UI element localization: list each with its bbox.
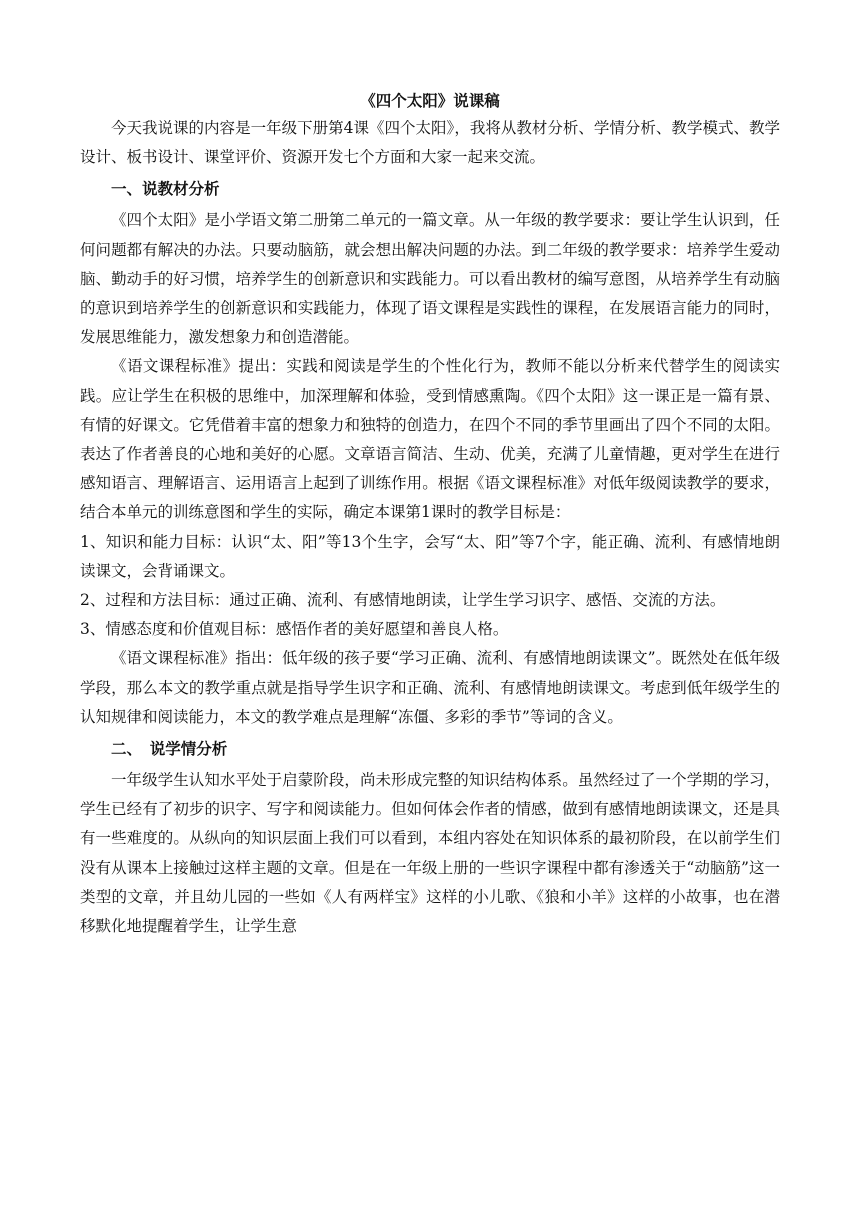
goal-item-3: 3、情感态度和价值观目标：感悟作者的美好愿望和善良人格。 (80, 620, 509, 639)
textbook-analysis-paragraph-2: 《语文课程标准》提出：实践和阅读是学生的个性化行为，教师不能以分析来代替学生的阅读实践。应让学生在积极的思维中，加深理解和体验，受到情感熏陶。《四个太阳》这一课正是一篇有景、有情的好课文。它凭借着丰富的想象力和独特的创造力，在四个不同的季节里画出了四个不同的太阳。表达了作者善良的心地和美好的心愿。文章语言简洁、生动、优美，充满了儿童情趣，更对学生在进行感知语言、理解语言、运用语言上起到了训练作用。根据《语文课程标准》对低年级阅读教学的要求，结合本单元的训练意图和学生的实际，确定本课第1课时的教学目标是： (80, 357, 780, 522)
textbook-analysis-paragraph-3: 《语文课程标准》指出：低年级的孩子要“学习正确、流利、有感情地朗读课文”。既然处在低年级学段，那么本文的教学重点就是指导学生识字和正确、流利、有感情地朗读课文。考虑到低年级学生的认知规律和阅读能力，本文的教学难点是理解“冻僵、多彩的季节”等词的含义。 (80, 649, 780, 726)
intro-paragraph: 今天我说课的内容是一年级下册第4课《四个太阳》，我将从教材分析、学情分析、教学模式、教学设计、板书设计、课堂评价、资源开发七个方面和大家一起来交流。 (80, 119, 780, 167)
textbook-analysis-paragraph-1: 《四个太阳》是小学语文第二册第二单元的一篇文章。从一年级的教学要求：要让学生认识到，任何问题都有解决的办法。只要动脑筋，就会想出解决问题的办法。到二年级的教学要求：培养学生爱动脑、勤动手的好习惯，培养学生的创新意识和实践能力。可以看出教材的编写意图，从培养学生有动脑的意识到培养学生的创新意识和实践能力，体现了语文课程是实践性的课程，在发展语言能力的同时，发展思维能力，激发想象力和创造潜能。 (80, 211, 780, 347)
document-title: 《四个太阳》说课稿 (360, 91, 500, 110)
goal-item-2: 2、过程和方法目标：通过正确、流利、有感情地朗读，让学生学习识字、感悟、交流的方法。 (80, 591, 726, 610)
section-heading-student-analysis: 二、 说学情分析 (111, 739, 228, 759)
student-analysis-paragraph-1: 一年级学生认知水平处于启蒙阶段，尚未形成完整的知识结构体系。虽然经过了一个学期的学习，学生已经有了初步的识字、写字和阅读能力。但如何体会作者的情感，做到有感情地朗读课文，还是具有一些难度的。从纵向的知识层面上我们可以看到，本组内容处在知识体系的最初阶段，在以前学生们没有从课本上接触过这样主题的文章。但是在一年级上册的一些识字课程中都有渗透关于“动脑筋”这一类型的文章，并且幼儿园的一些如《人有两样宝》这样的小儿歌、《狼和小羊》这样的小故事，也在潜移默化地提醒着学生，让学生意 (80, 771, 780, 936)
section-heading-textbook-analysis: 一、说教材分析 (111, 179, 220, 199)
goal-item-1: 1、知识和能力目标：认识“太、阳”等13个生字，会写“太、阳”等7个字，能正确、流利、有感情地朗读课文，会背诵课文。 (80, 532, 780, 580)
document-page (80, 88, 780, 941)
